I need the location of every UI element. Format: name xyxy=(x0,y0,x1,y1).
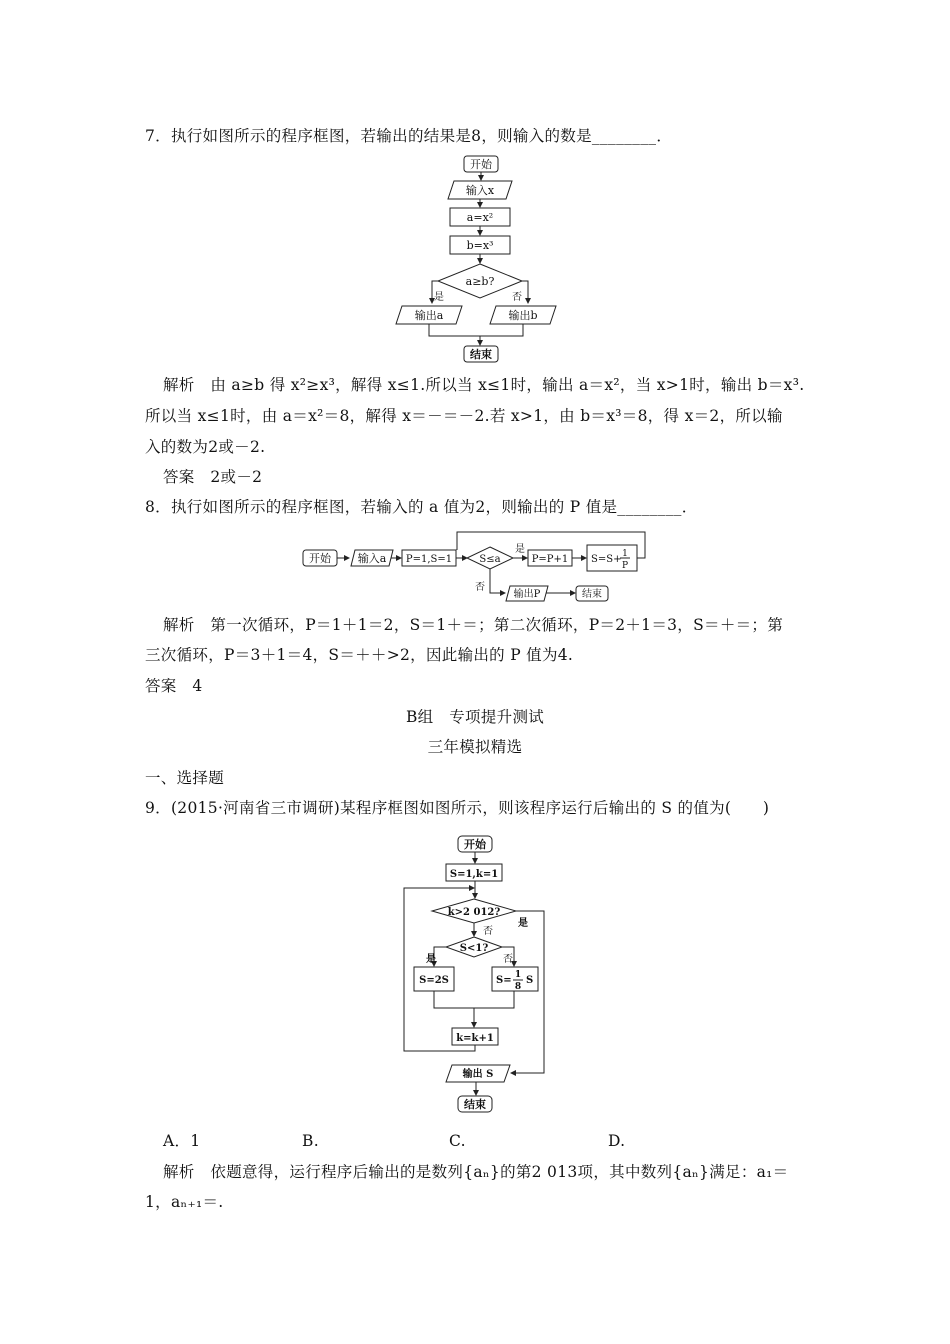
q7-step1-text: a=x² xyxy=(466,211,494,224)
q7-analysis-line1: 解析 由 a≥b 得 x²≥x³，解得 x≤1.所以当 x≤1时，输出 a＝x²，当 x>1时，输出 b＝x³. xyxy=(163,376,805,394)
q8-input-text: 输入a xyxy=(357,552,387,565)
section-subtitle: 三年模拟精选 xyxy=(427,738,523,756)
q7-analysis-line2: 所以当 x≤1时，由 a＝x²＝8，解得 x＝－＝－2.若 x>1，由 b＝x³＝8，得 x＝2，所以输 xyxy=(145,407,783,425)
q7-answer: 答案 2或－2 xyxy=(163,468,263,486)
q9-decision1-text: k>2 012? xyxy=(447,907,501,918)
q9-question: 9．(2015·河南省三市调研)某程序框图如图所示，则该程序运行后输出的 S 的值为( ) xyxy=(145,799,770,817)
q9-right-prefix: S= xyxy=(496,975,512,986)
q8-step2-den: P xyxy=(621,561,629,571)
q9-yes2-label: 是 xyxy=(426,954,436,965)
q9-right-suffix: S xyxy=(526,975,534,986)
q7-no-label: 否 xyxy=(512,292,522,303)
q8-yes-label: 是 xyxy=(515,544,525,555)
q9-right-num: 1 xyxy=(514,970,522,980)
q8-step2-num: 1 xyxy=(622,549,628,559)
q7-decision-text: a≥b? xyxy=(465,275,495,288)
q8-output-text: 输出P xyxy=(513,589,541,600)
q9-analysis-line2: 1，aₙ₊₁＝. xyxy=(145,1193,224,1211)
q7-yes-label: 是 xyxy=(434,292,444,303)
q9-flowchart xyxy=(398,830,558,1120)
q7-step2-text: b=x³ xyxy=(466,239,494,252)
section-group-title: B组 专项提升测试 xyxy=(405,708,545,726)
q7-input-text: 输入x xyxy=(465,184,495,197)
q9-left-text: S=2S xyxy=(419,975,449,986)
q9-end-text: 结束 xyxy=(464,1098,486,1111)
q9-analysis-line1: 解析 依题意得，运行程序后输出的是数列{aₙ}的第2 013项，其中数列{aₙ}满足：a₁＝ xyxy=(163,1163,789,1181)
q8-step2-prefix: S=S+ xyxy=(591,554,622,565)
q7-out-a-text: 输出a xyxy=(414,309,444,322)
q7-out-b-text: 输出b xyxy=(508,309,538,322)
q9-option-b: B. xyxy=(302,1132,319,1150)
q8-flowchart xyxy=(295,526,665,608)
q7-end-text: 结束 xyxy=(470,348,492,361)
q7-analysis-line3: 入的数为2或－2. xyxy=(145,438,266,456)
section-type: 一、选择题 xyxy=(145,769,225,787)
q8-question: 8．执行如图所示的程序框图，若输入的 a 值为2，则输出的 P 值是________． xyxy=(145,498,698,516)
q8-step1-text: P=P+1 xyxy=(531,554,569,565)
q9-option-a: A．1 xyxy=(163,1132,201,1150)
q9-right-den: 8 xyxy=(514,982,522,992)
q9-no2-label: 否 xyxy=(503,954,513,965)
q8-end-text: 结束 xyxy=(582,589,602,600)
q8-start-text: 开始 xyxy=(309,552,331,565)
q7-flowchart xyxy=(390,150,560,370)
q9-yes1-label: 是 xyxy=(518,918,528,929)
q8-analysis-line1: 解析 第一次循环，P＝1＋1＝2，S＝1＋＝；第二次循环，P＝2＋1＝3，S＝＋＝；第 xyxy=(163,616,784,634)
q8-init-text: P=1,S=1 xyxy=(405,554,453,565)
q9-option-c: C. xyxy=(449,1132,466,1150)
q8-no-label: 否 xyxy=(475,582,485,593)
q9-step-text: k=k+1 xyxy=(456,1033,494,1044)
q8-analysis-line2: 三次循环，P＝3＋1＝4，S＝＋＋>2，因此输出的 P 值为4. xyxy=(145,646,574,664)
q9-decision2-text: S<1? xyxy=(459,943,489,954)
q9-init-text: S=1,k=1 xyxy=(449,869,499,880)
q9-start-text: 开始 xyxy=(464,838,486,851)
q9-output-text: 输出 S xyxy=(462,1069,494,1080)
q8-decision-text: S≤a xyxy=(479,554,501,565)
q9-option-d: D. xyxy=(608,1132,626,1150)
q8-answer: 答案 4 xyxy=(145,677,203,695)
q7-start-text: 开始 xyxy=(470,158,492,171)
q9-no1-label: 否 xyxy=(483,926,493,937)
q7-question: 7．执行如图所示的程序框图，若输出的结果是8，则输入的数是________． xyxy=(145,127,673,145)
